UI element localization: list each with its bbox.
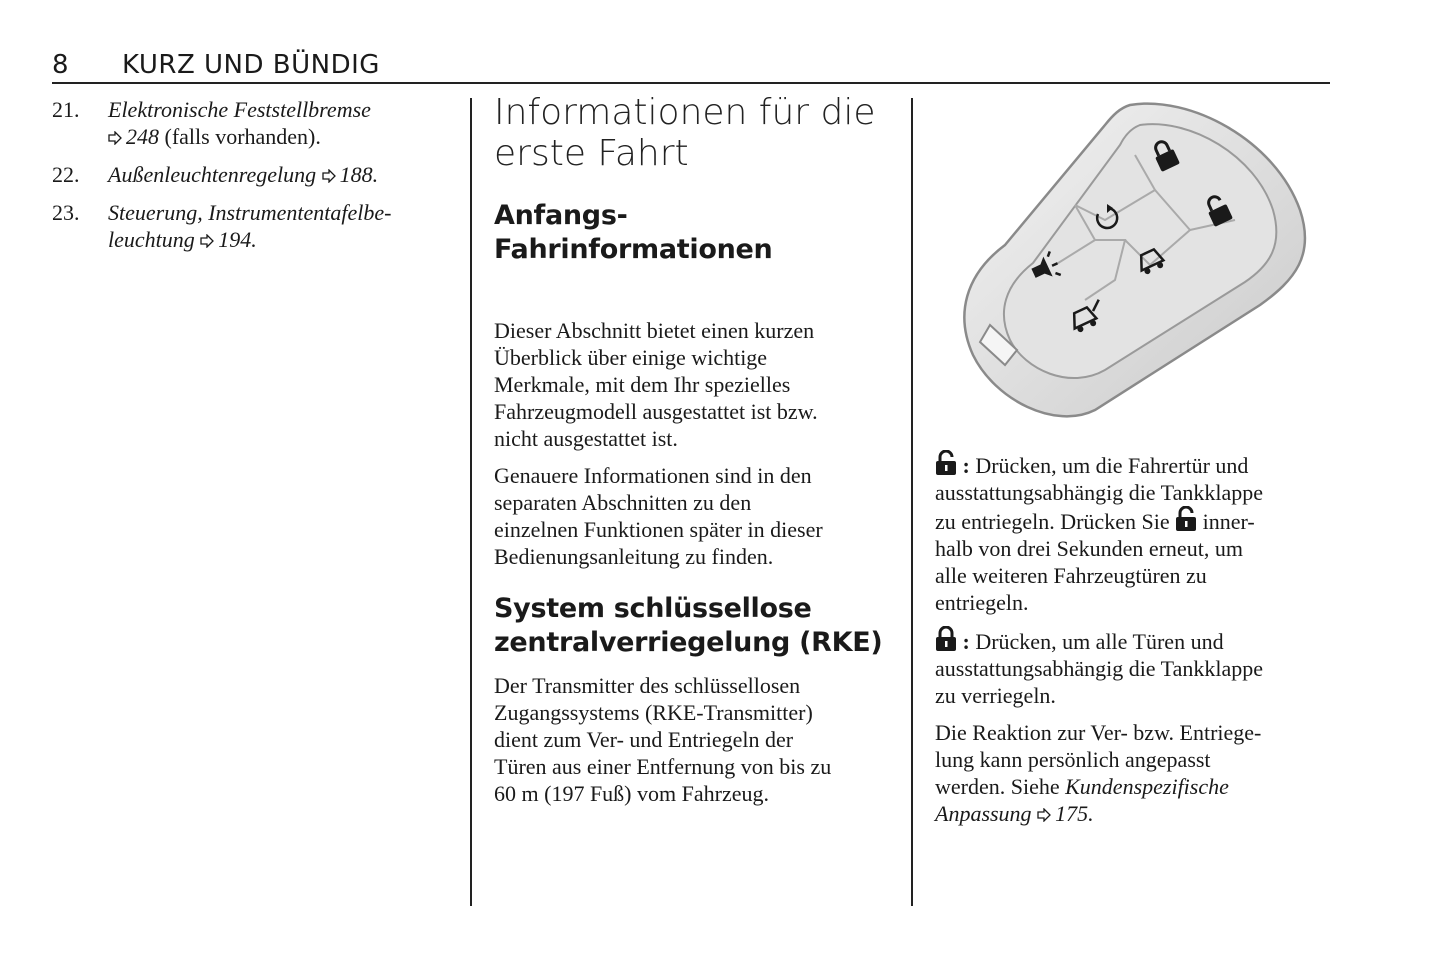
text-line: separaten Abschnitten zu den	[494, 490, 752, 515]
heading-line: zentralverriegelung (RKE)	[494, 627, 883, 658]
page-number: 8	[52, 50, 69, 80]
heading-line: System schlüssellose	[494, 593, 812, 624]
unlock-paragraph	[935, 450, 1335, 616]
lock-paragraph	[935, 626, 1335, 709]
cross-reference-text: Kundenspezifische	[1065, 774, 1229, 799]
text-line: Drücken, um alle Türen und	[975, 629, 1224, 654]
text-line: halb von drei Sekunden erneut, um	[935, 536, 1243, 561]
list-text: leuchtung	[108, 227, 195, 252]
list-text: Steuerung, Instrumententafelbe-	[108, 200, 392, 225]
list-text: Außenleuchtenregelung	[108, 162, 317, 187]
reference-arrow-icon	[1037, 808, 1051, 822]
text-line: Drücken, um die Fahrertür und	[975, 453, 1249, 478]
text-line: Überblick über einige wichtige	[494, 345, 768, 370]
reference-arrow-icon	[108, 131, 122, 145]
text-line: dient zum Ver- und Entriegeln der	[494, 727, 794, 752]
list-number: 23.	[52, 200, 80, 225]
text-line: Die Reaktion zur Ver- bzw. Entriege-	[935, 720, 1262, 745]
text-line: Fahrzeugmodell ausgestattet ist bzw.	[494, 399, 818, 424]
page-reference-link[interactable]: 188.	[339, 162, 379, 187]
list-suffix: (falls vorhanden).	[164, 124, 321, 149]
column-divider	[470, 98, 472, 906]
numbered-list	[52, 96, 442, 264]
chapter-title: KURZ UND BÜNDIG	[122, 50, 380, 80]
list-number: 21.	[52, 97, 80, 122]
list-number: 22.	[52, 162, 80, 187]
colon: :	[962, 453, 970, 478]
text-line: 60 m (197 Fuß) vom Fahrzeug.	[494, 781, 769, 806]
subsection-heading	[494, 592, 894, 660]
list-item	[52, 161, 442, 188]
paragraph-intro	[494, 317, 894, 452]
reference-arrow-icon	[200, 234, 214, 248]
list-item	[52, 199, 442, 253]
padlock-open-icon	[935, 450, 957, 476]
paragraph-details	[494, 462, 894, 570]
key-fob-illustration	[955, 100, 1315, 420]
text-line: ausstattungsabhängig die Tankklappe	[935, 480, 1263, 505]
right-column	[935, 450, 1335, 827]
text-line: Bedienungsanleitung zu finden.	[494, 544, 774, 569]
reaction-paragraph	[935, 719, 1335, 827]
reference-arrow-icon	[322, 169, 336, 183]
section-title-line: Informationen für die	[494, 92, 876, 133]
section-title-line: erste Fahrt	[494, 133, 689, 174]
text-line: einzelnen Funktionen später in dieser	[494, 517, 823, 542]
section-title	[494, 92, 894, 174]
text-line: Dieser Abschnitt bietet einen kurzen	[494, 318, 815, 343]
page-header	[52, 48, 1330, 84]
colon: :	[962, 629, 970, 654]
padlock-open-icon	[1175, 506, 1197, 532]
list-item	[52, 96, 442, 150]
text-line: ausstattungsabhängig die Tankklappe	[935, 656, 1263, 681]
middle-column	[494, 92, 894, 807]
cross-reference-text: Anpassung	[935, 801, 1032, 826]
text-line: Türen aus einer Entfernung von bis zu	[494, 754, 832, 779]
list-text: Elektronische Feststellbremse	[108, 97, 371, 122]
text-line: Merkmale, mit dem Ihr spezielles	[494, 372, 791, 397]
text-line: lung kann persönlich angepasst	[935, 747, 1211, 772]
padlock-closed-icon	[935, 626, 957, 652]
text-line: nicht ausgestattet ist.	[494, 426, 678, 451]
text-line: werden. Siehe	[935, 774, 1060, 799]
text-line: alle weiteren Fahrzeugtüren zu	[935, 563, 1207, 588]
text-line: inner-	[1202, 509, 1255, 534]
text-line: Der Transmitter des schlüssellosen	[494, 673, 801, 698]
page-reference-link[interactable]: 248	[126, 124, 159, 149]
page-reference-link[interactable]: 194.	[218, 227, 257, 252]
text-line: Genauere Informationen sind in den	[494, 463, 812, 488]
page-reference-link[interactable]: 175.	[1055, 801, 1094, 826]
subsection-heading: Anfangs-Fahrinformationen	[494, 200, 773, 265]
text-line: entriegeln.	[935, 590, 1029, 615]
text-line: Zugangssystems (RKE-Transmitter)	[494, 700, 813, 725]
text-line: zu entriegeln. Drücken Sie	[935, 509, 1170, 534]
fob-body	[964, 104, 1305, 417]
text-line: zu verriegeln.	[935, 683, 1056, 708]
paragraph-rke	[494, 672, 894, 807]
column-divider	[911, 98, 913, 906]
